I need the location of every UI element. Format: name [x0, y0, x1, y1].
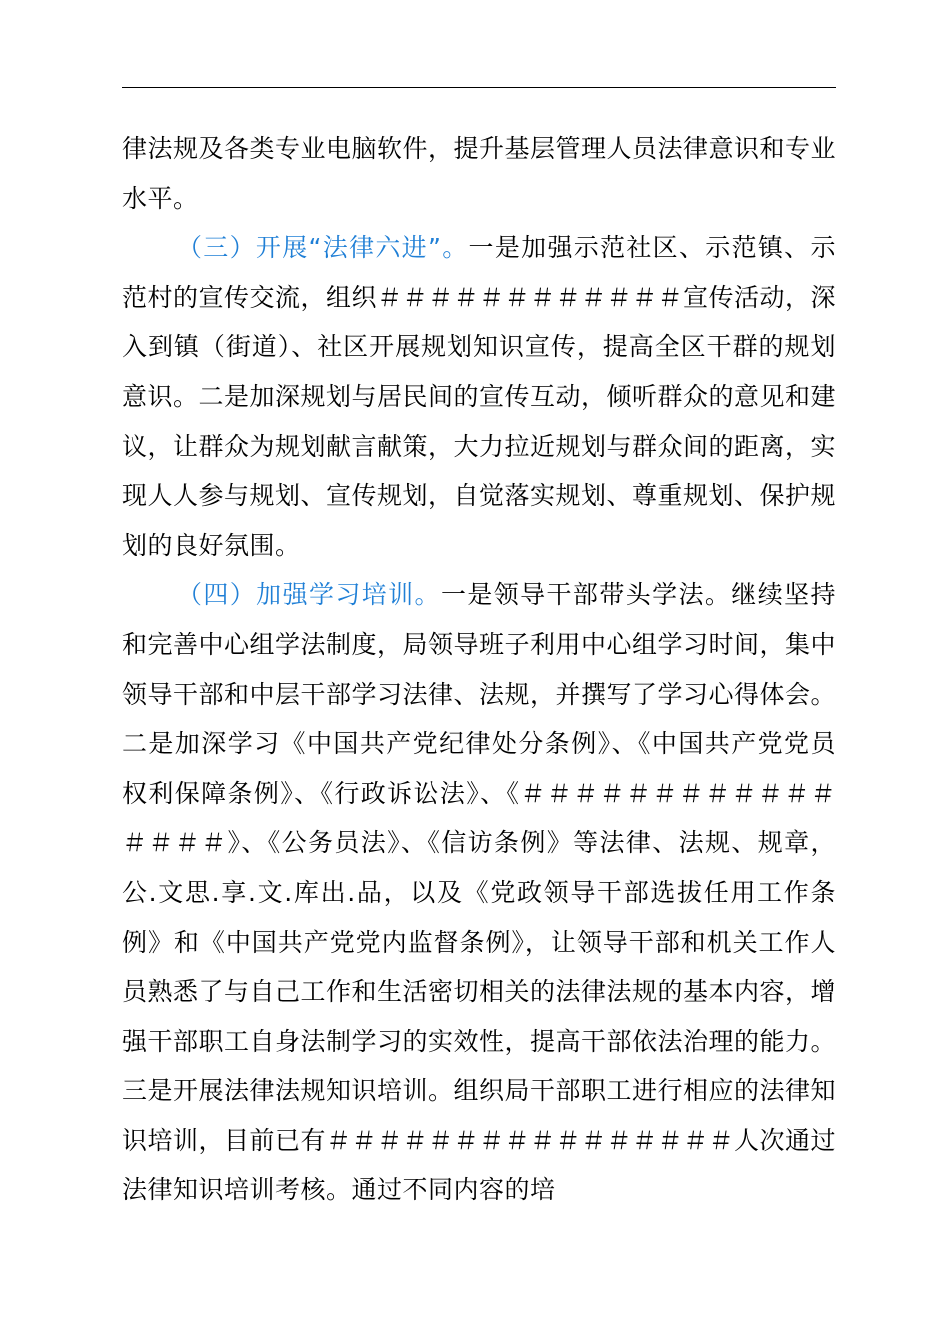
paragraph-section-four: [122, 570, 836, 1215]
section-heading-four: （四）加强学习培训。: [177, 580, 441, 610]
paragraph-text: 一是领导干部带头学法。继续坚持和完善中心组学法制度，局领导班子利用中心组学习时间，集中领导干部和中层干部学习法律、法规，并撰写了学习心得体会。二是加深学习《中国共产党纪律处分条例》、《中国共产党党员权利保障条例》、《行政诉讼法》、《＃＃＃＃＃＃＃＃＃＃＃＃＃＃＃＃》、《公务员法》、《信访条例》等法律、法规、规章，公.文思.享.文.库出.品，以及《党政领导干部选拔任用工作条例》和《中国共产党党内监督条例》，让领导干部和机关工作人员熟悉了与自己工作和生活密切相关的法律法规的基本内容，增强干部职工自身法制学习的实效性，提高干部依法治理的能力。三是开展法律法规知识培训。组织局干部职工进行相应的法律知识培训，目前已有＃＃＃＃＃＃＃＃＃＃＃＃＃＃＃＃人次通过法律知识培训考核。通过不同内容的培: [122, 580, 837, 1205]
document-body: [122, 124, 836, 1215]
paragraph-continuation: [122, 124, 836, 223]
paragraph-text: 一是加强示范社区、示范镇、示范村的宣传交流，组织＃＃＃＃＃＃＃＃＃＃＃＃宣传活动，深入到镇（街道）、社区开展规划知识宣传，提高全区干群的规划意识。二是加深规划与居民间的宣传互动，倾听群众的意见和建议，让群众为规划献言献策，大力拉近规划与群众间的距离，实现人人参与规划、宣传规划，自觉落实规划、尊重规划、保护规划的良好氛围。: [122, 233, 837, 560]
section-heading-three: （三）开展“法律六进”。: [177, 233, 469, 263]
paragraph-text: 律法规及各类专业电脑软件，提升基层管理人员法律意识和专业水平。: [122, 134, 837, 213]
paragraph-section-three: [122, 223, 836, 570]
header-rule: [122, 87, 836, 88]
